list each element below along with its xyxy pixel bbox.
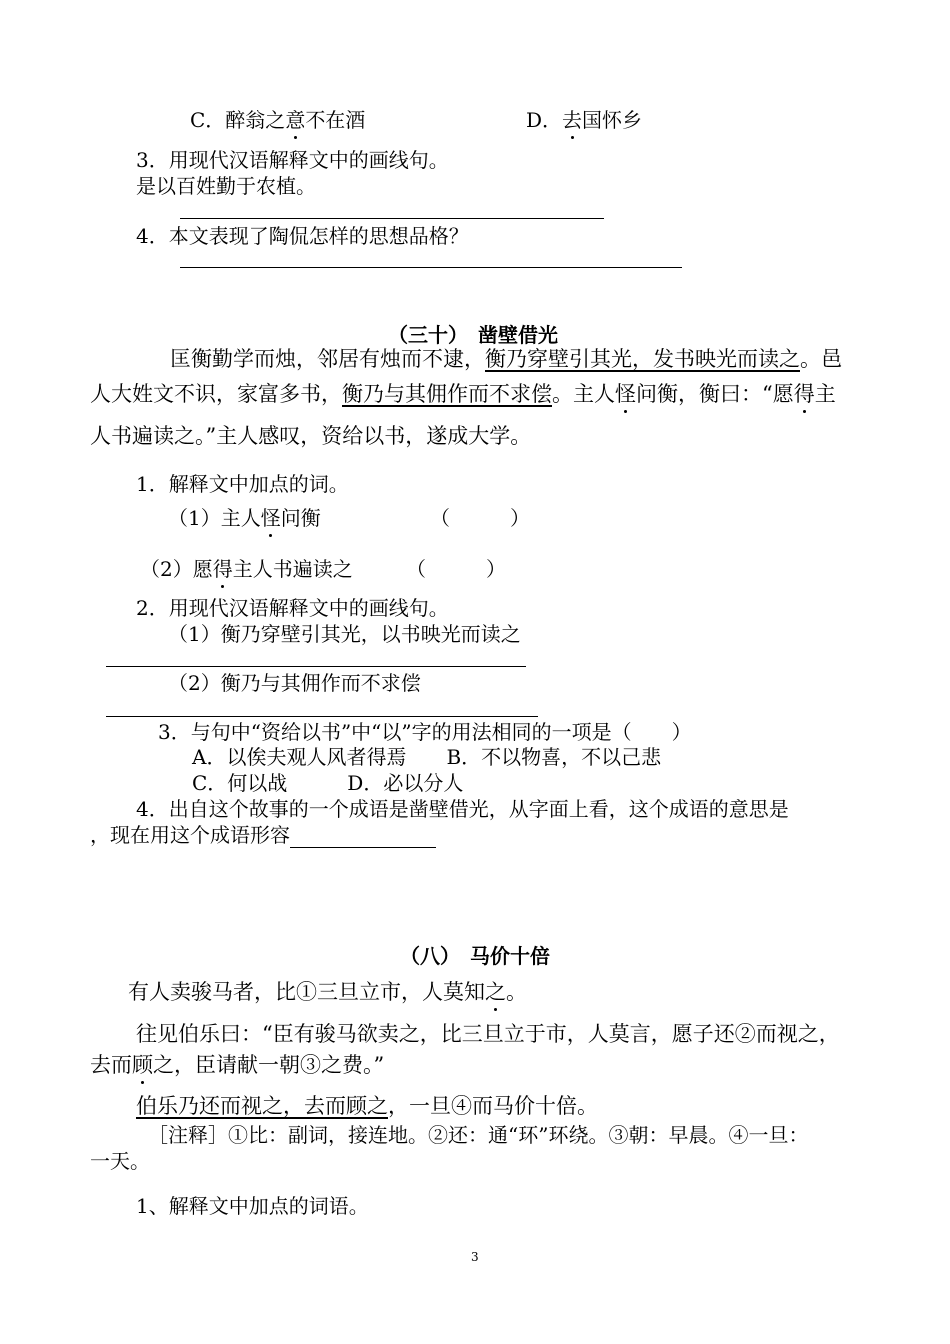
option-d-text-end: 国怀乡: [582, 108, 643, 132]
question-1-item-1: [168, 505, 321, 531]
question-1-item-2: [140, 556, 353, 582]
question-3-sentence: 是以百姓勤于农植。: [136, 174, 316, 198]
passage-line-1: [128, 979, 527, 1005]
answer-line: [180, 267, 682, 268]
item-text: 问衡: [280, 506, 321, 530]
answer-blank: [290, 827, 436, 848]
question-2-item-1: （1）衡乃穿壁引其光，以书映光而读之: [168, 622, 521, 646]
passage-text: 。邑: [800, 347, 842, 371]
passage-text: 。: [506, 980, 527, 1004]
question-3: 3．与句中“资给以书”中“以”字的用法相同的一项是（ ）: [158, 720, 692, 744]
passage-line-3: 人书遍读之。”主人感叹，资给以书，遂成大学。: [90, 424, 532, 448]
dotted-word: 怪: [260, 506, 281, 530]
question-4: 4．本文表现了陶侃怎样的思想品格？: [136, 224, 469, 248]
passage-text: 人大姓文不识，家富多书，: [90, 382, 342, 406]
underlined-sentence: 衡乃与其佣作而不求偿: [342, 382, 552, 406]
question-1: 1、解释文中加点的词语。: [136, 1194, 369, 1218]
question-2-item-2: （2）衡乃与其佣作而不求偿: [168, 671, 421, 695]
question-text: ，现在用这个成语形容: [90, 823, 290, 847]
answer-line: [106, 666, 526, 667]
passage-text: 匡衡勤学而烛，邻居有烛而不逮，: [170, 347, 485, 371]
passage-text: 主: [814, 382, 836, 406]
question-3-options-cd: C．何以战 D．必以分人: [192, 771, 464, 795]
passage-text: 去而: [90, 1053, 132, 1077]
answer-line: [106, 716, 538, 717]
dotted-word: 去: [562, 108, 583, 132]
page-number: 3: [471, 1250, 479, 1264]
annotation-line-1: ［注释］①比：副词，接连地。②还：通“环”环绕。③朝：早晨。④一旦：: [148, 1123, 809, 1147]
section-title: （三十） 凿壁借光: [388, 323, 558, 347]
passage-text: 问衡，衡曰：“愿: [636, 382, 794, 406]
dotted-word: 怪: [615, 382, 636, 406]
option-d: [526, 107, 642, 133]
underlined-sentence: 衡乃穿壁引其光，发书映光而读之: [485, 347, 800, 371]
dotted-word: 得: [793, 382, 815, 406]
passage-line-4: [136, 1093, 598, 1119]
annotation-line-2: 一天。: [90, 1149, 150, 1173]
item-text: 主人书遍读之: [232, 557, 353, 581]
passage-line-3: [90, 1052, 384, 1078]
underlined-sentence: 伯乐乃还而视之，去而顾之: [136, 1094, 388, 1118]
passage-line-2: [90, 381, 836, 407]
dotted-word: 得: [212, 557, 233, 581]
option-c: [190, 107, 365, 133]
section-title: （八） 马价十倍: [400, 944, 550, 968]
answer-paren: （ ）: [430, 506, 530, 530]
passage-text: ，一旦④而马价十倍。: [388, 1094, 598, 1118]
question-4-line-1: 4．出自这个故事的一个成语是凿壁借光，从字面上看，这个成语的意思是: [136, 797, 789, 821]
question-3: 3．用现代汉语解释文中的画线句。: [136, 148, 449, 172]
answer-line: [180, 218, 604, 219]
option-d-label: D．: [526, 108, 563, 132]
question-2: 2．用现代汉语解释文中的画线句。: [136, 596, 449, 620]
passage-text: 有人卖骏马者，比①三旦立市，人莫知: [128, 980, 485, 1004]
question-1: 1．解释文中加点的词。: [136, 472, 349, 496]
passage-text: 之，臣请献一朝③之费。”: [153, 1053, 385, 1077]
item-text: （1）主人: [168, 506, 261, 530]
passage-line-1: [170, 346, 842, 372]
question-3-options-ab: A．以俟夫观人风者得焉 B．不以物喜，不以己悲: [192, 745, 662, 769]
answer-paren: （ ）: [406, 557, 506, 581]
dotted-word: 之: [485, 980, 506, 1004]
dotted-word: 意: [285, 108, 306, 132]
passage-line-2: 往见伯乐曰：“臣有骏马欲卖之，比三旦立于市，人莫言，愿子还②而视之，: [136, 1022, 840, 1046]
item-text: （2）愿: [140, 557, 213, 581]
dotted-word: 顾: [132, 1053, 153, 1077]
option-c-text-end: 不在酒: [305, 108, 366, 132]
option-c-text: C．醉翁之: [190, 108, 286, 132]
passage-text: 。主人: [552, 382, 615, 406]
question-4-line-2: [90, 822, 436, 848]
